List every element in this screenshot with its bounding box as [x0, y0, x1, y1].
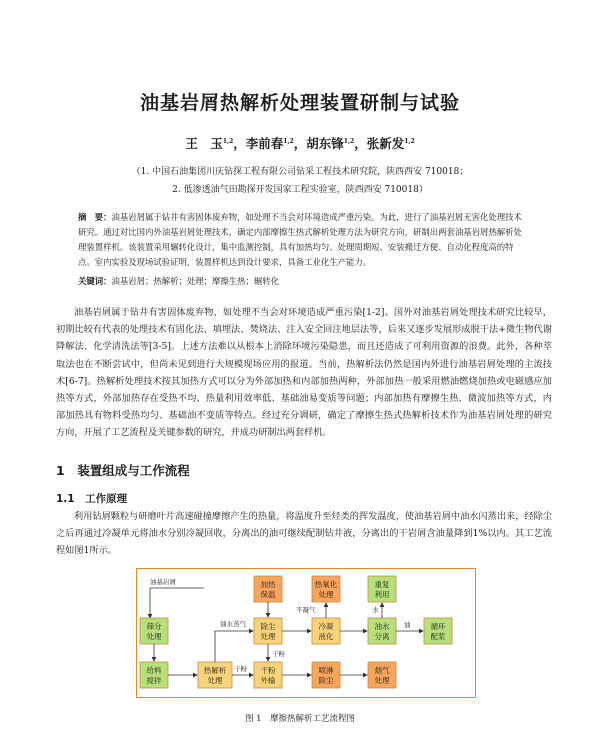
abstract-label: 摘 要：	[78, 212, 112, 222]
keywords-label: 关键词：	[78, 276, 112, 286]
node-dry-out	[254, 662, 282, 688]
svg-text:冷凝: 冷凝	[318, 622, 334, 631]
node-dust	[254, 618, 282, 644]
edge-label-dry1: 干粉	[234, 665, 247, 673]
edge-label-oil: 油	[404, 621, 411, 629]
svg-text:除尘: 除尘	[260, 622, 276, 631]
node-reuse	[368, 576, 396, 602]
svg-text:热解析: 热解析	[203, 666, 227, 675]
svg-text:搅拌: 搅拌	[146, 676, 162, 685]
node-waste	[368, 662, 396, 688]
svg-text:筛分: 筛分	[146, 622, 162, 631]
keywords	[78, 275, 528, 287]
figure-caption: 图 1 摩擦热解析工艺流程图	[244, 714, 356, 724]
svg-text:热氧化: 热氧化	[314, 580, 338, 589]
edge-label-noncond: 不凝气	[296, 606, 316, 614]
intro-paragraph: 油基岩屑属于钻井有害固体废弃物，如处理不当会对环境造成严重污染[1-2]。国外对油基岩屑处理技术研究比较早，初期比较有代表的处理技术有固化法、填埋法、焚烧法、注入安全回注地层法等，后来又逐步发展形成脱干法+微生物代谢降解法、化学清洗法等[3-5]。上述方法难以从根本上消除环境污染隐患，而且还造成了可利用资源的浪费。此外，各种萃取法也在不断尝试中，但尚未见到进行大规模现场应用的报道。当前，热解析法仍然是国内外进行油基岩屑处理的主流技术[6-7]。热解析处理技术按其加热方式可以分为外部加热和内部加热两种，外部加热一般采用燃油燃烧加热或电磁感应加热等方式，外部加热存在受热不均、热量利用效率低、基础油易变质等问题；内部加热有摩擦生热、微波加热等方式，内部加热具有物料受热均匀、基础油不变质等特点。经过充分调研，确定了摩擦生热式热解析技术作为油基岩屑处理的研究方向，开展了工艺流程及关键参数的研究，并成功研制出两套样机。	[56, 307, 552, 439]
node-oilwater	[368, 618, 396, 644]
paper-title: 油基岩屑热解析处理装置研制与试验	[139, 92, 460, 114]
process-flow-diagram	[136, 568, 476, 698]
svg-text:加热: 加热	[260, 580, 276, 589]
node-pre	[140, 618, 168, 644]
author-list: 王 玉$^{1,2}$，李前春$^{1,2}$，胡东锋$^{1,2}$，张新发$^{1,2}$	[185, 136, 415, 151]
svg-text:除尘: 除尘	[318, 676, 334, 685]
node-spray	[312, 662, 340, 688]
svg-text:保温: 保温	[260, 590, 276, 599]
svg-text:烟气: 烟气	[374, 666, 390, 675]
node-thermal	[198, 662, 232, 688]
edge-label-water: 水	[372, 606, 379, 614]
svg-text:液化: 液化	[318, 632, 334, 641]
svg-text:分离: 分离	[374, 632, 390, 641]
node-cycle	[424, 618, 452, 644]
svg-text:处理: 处理	[374, 676, 390, 685]
svg-text:干粉: 干粉	[260, 666, 276, 675]
section-heading-1-1: 1.1 工作原理	[56, 493, 128, 505]
affiliation-2: 2. 低渗透油气田勘探开发国家工程实验室，陕西西安 710018）	[172, 185, 428, 195]
svg-text:油水: 油水	[374, 622, 390, 631]
edge-label-dry2: 干粉	[272, 650, 285, 658]
abstract	[78, 210, 528, 270]
keywords-text: 油基岩屑；热解析；处理；摩擦生热；辗转化	[111, 276, 279, 286]
node-heat-supply	[254, 576, 282, 602]
svg-text:外输: 外输	[260, 676, 276, 685]
svg-text:喷淋: 喷淋	[318, 666, 334, 675]
node-oxidize	[312, 576, 340, 602]
svg-text:处理: 处理	[146, 632, 162, 641]
affiliation-1: （1. 中国石油集团川庆钻探工程有限公司钻采工程技术研究院，陕西西安 710018；	[131, 167, 469, 177]
node-feed	[140, 662, 168, 688]
svg-text:处理: 处理	[260, 632, 276, 641]
edge-label-steam: 油水蒸气	[220, 620, 246, 628]
principle-paragraph: 利用钻屑颗粒与研磨叶片高速碰撞摩擦产生的热量，将温度升至烃类的挥发温度，使油基岩屑中油水闪蒸出来，经除尘之后再通过冷凝单元将油水分别冷凝回收，分离出的油可继续配制钻井液，分离出的干岩屑含油量降到1%以内。其工艺流程如图1所示。	[56, 511, 552, 557]
abstract-text: 油基岩屑属于钻井有害固体废弃物，如处理不当会对环境造成严重污染。为此，进行了油基岩屑无害化处理技术研究。通过对比国内外油基岩屑处理技术，确定内部摩擦生热式解析处理方法为研究方向，研制出两套油基岩屑热解析处理装置样机。该装置采用辗转化设计，集中监测控制，具有加热均匀、处理周期短、安装搬迁方便、自动化程度高的特点。室内实验及现场试验证明，装置样机达到设计要求，具备工业化生产能力。	[78, 212, 522, 267]
svg-text:配浆: 配浆	[430, 632, 446, 641]
svg-text:利用: 利用	[374, 590, 390, 599]
svg-text:处理: 处理	[207, 676, 223, 685]
section-heading-1: 1 装置组成与工作流程	[56, 463, 190, 478]
svg-text:给料: 给料	[146, 666, 162, 675]
svg-text:重复: 重复	[374, 580, 390, 589]
node-condense	[312, 618, 340, 644]
svg-text:循环: 循环	[430, 622, 446, 631]
svg-text:处理: 处理	[318, 590, 334, 599]
input-label: 油基岩屑	[150, 578, 176, 586]
